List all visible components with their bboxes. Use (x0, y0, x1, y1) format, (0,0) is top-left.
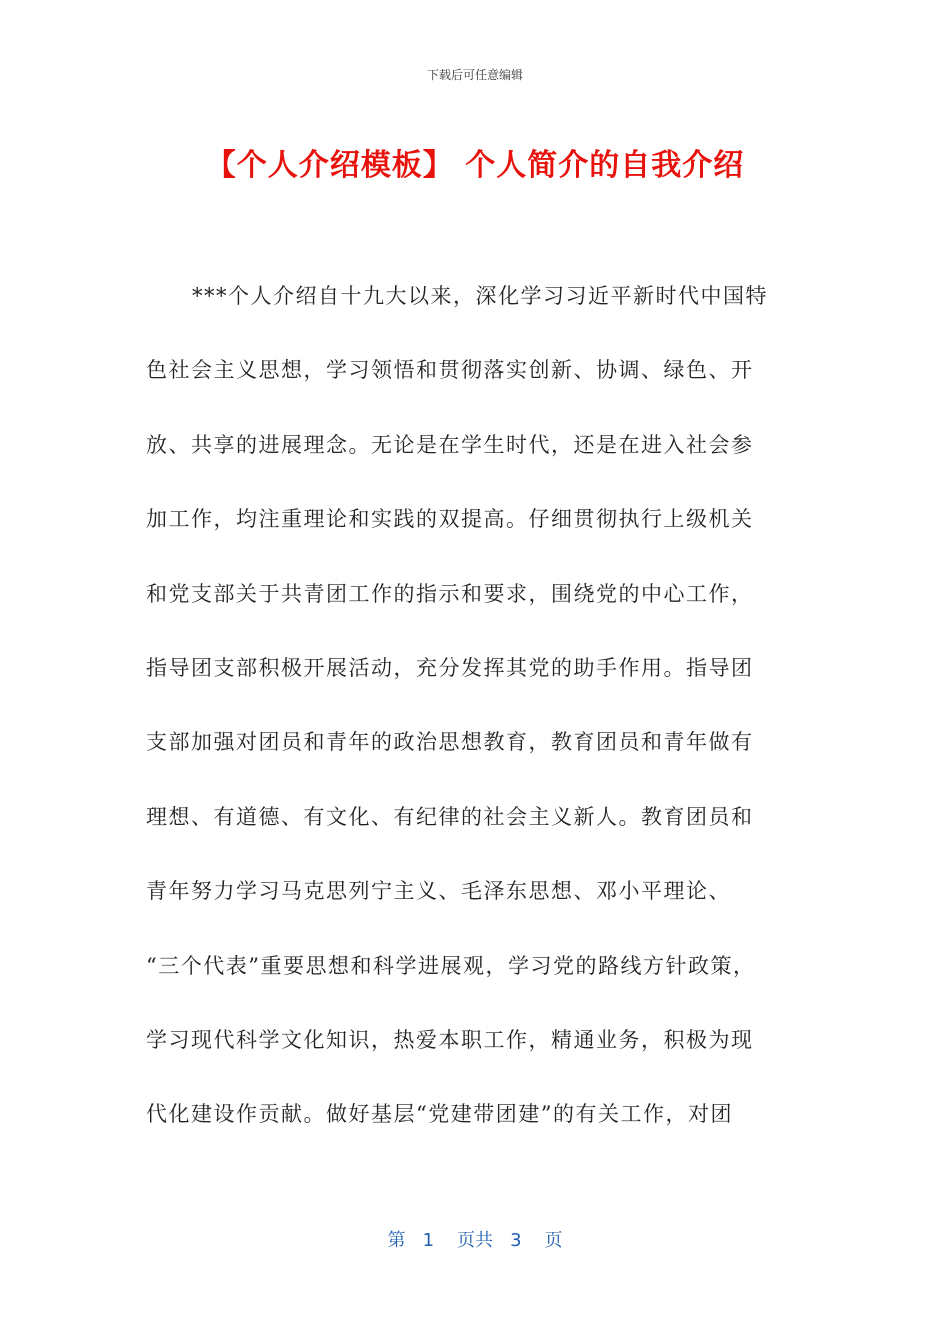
footer-suffix: 页 (544, 1230, 563, 1251)
body-line: 和党支部关于共青团工作的指示和要求，围绕党的中心工作， (146, 581, 754, 606)
body-line: 指导团支部积极开展活动，充分发挥其党的助手作用。指导团 (146, 655, 754, 680)
header-note: 下载后可任意编辑 (426, 68, 523, 82)
body-line: 色社会主义思想，学习领悟和贯彻落实创新、协调、绿色、开 (146, 358, 754, 383)
body-line: 青年努力学习马克思列宁主义、毛泽东思想、邓小平理论、 (146, 879, 731, 904)
body-line: 代化建设作贡献。做好基层“党建带团建”的有关工作，对团 (146, 1102, 733, 1127)
body-line: 理想、有道德、有文化、有纪律的社会主义新人。教育团员和 (146, 804, 754, 829)
footer-prefix: 第 (387, 1230, 406, 1251)
body-line: 学习现代科学文化知识，热爱本职工作，精通业务，积极为现 (146, 1027, 754, 1052)
body-line: 加工作，均注重理论和实践的双提高。仔细贯彻执行上级机关 (146, 507, 754, 532)
body-line: ***个人介绍自十九大以来，深化学习习近平新时代中国特 (192, 284, 768, 308)
document-body (146, 278, 826, 1171)
footer-total-pages: 3 (510, 1230, 522, 1251)
footer-middle: 页共 (457, 1230, 493, 1251)
footer-current-page: 1 (422, 1230, 435, 1251)
body-line: 支部加强对团员和青年的政治思想教育，教育团员和青年做有 (146, 730, 754, 755)
document-title: 【个人介绍模板】 个人简介的自我介绍 (205, 148, 745, 183)
body-line: 放、共享的进展理念。无论是在学生时代，还是在进入社会参 (146, 432, 754, 457)
page-footer (0, 1226, 950, 1252)
body-line: “三个代表”重要思想和科学进展观，学习党的路线方针政策， (146, 953, 756, 978)
